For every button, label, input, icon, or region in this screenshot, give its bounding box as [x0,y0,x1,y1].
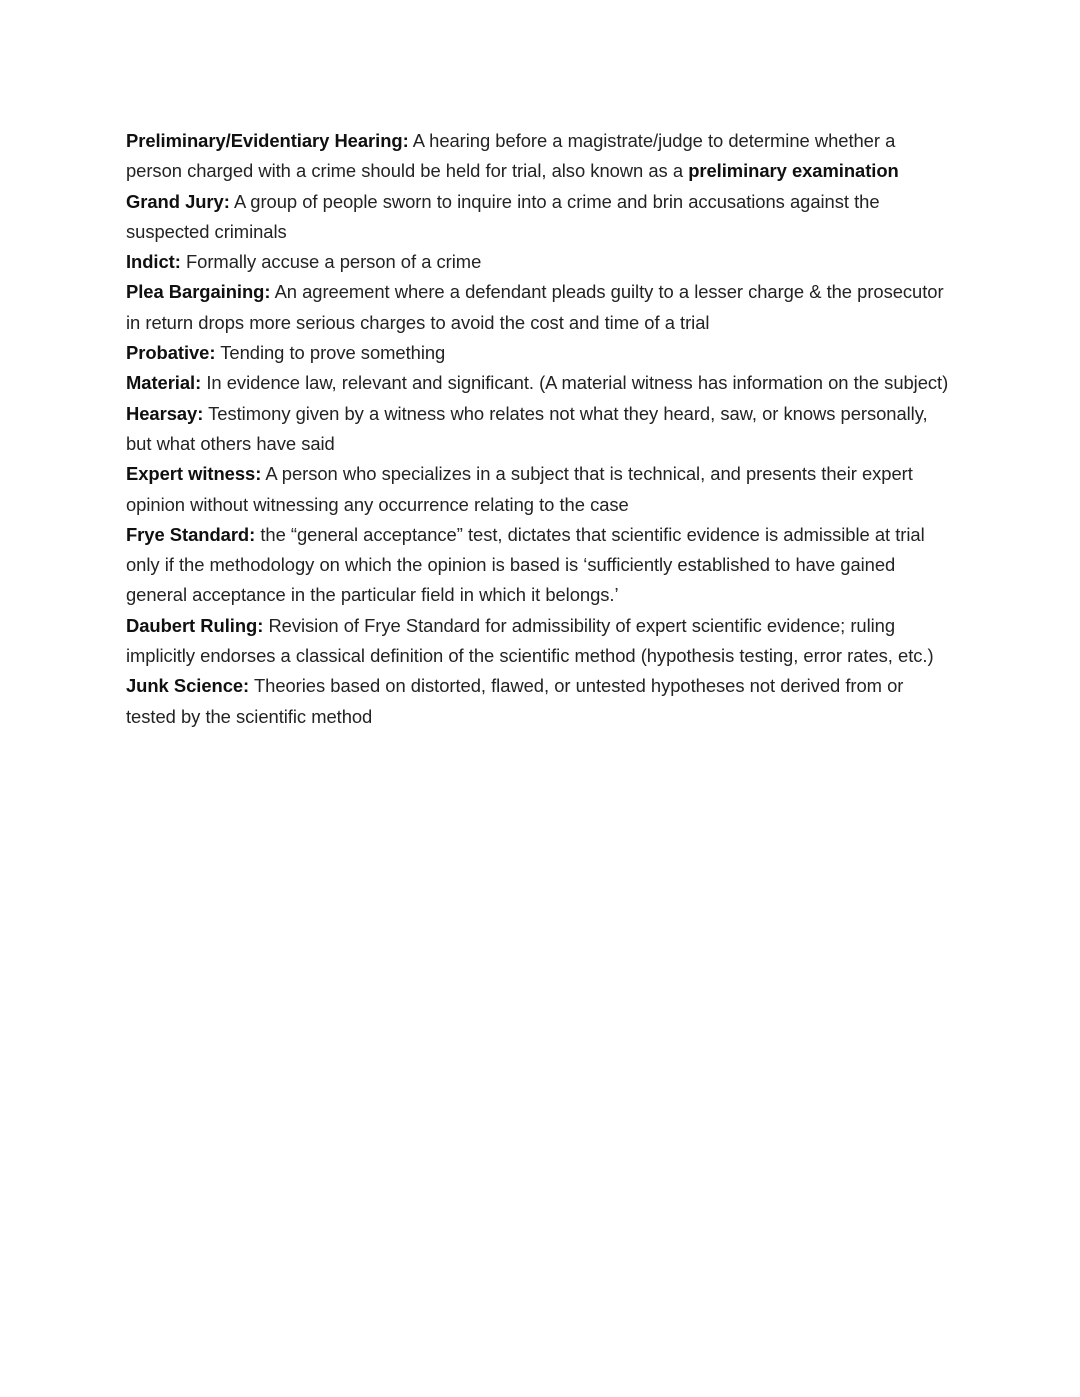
glossary-definition: In evidence law, relevant and significant. (A material witness has information on the subject) [201,372,949,394]
glossary-term: Frye Standard: [126,523,256,545]
glossary-term: Daubert Ruling: [126,614,264,636]
glossary-entry [126,671,950,732]
glossary-definition: An agreement where a defendant pleads guilty to a lesser charge & the prosecutor in return drops more serious charges to avoid the cost and time of a trial [126,281,944,333]
glossary-term: Grand Jury: [126,190,230,212]
glossary-entry [126,338,950,368]
glossary-term: Preliminary/Evidentiary Hearing: [126,130,409,151]
glossary-definition: Testimony given by a witness who relates not what they heard, saw, or knows personally, but what others have said [126,402,928,454]
glossary-entry [126,247,950,277]
glossary-definition: A group of people sworn to inquire into a crime and brin accusations against the suspected criminals [126,190,880,242]
glossary-definition-emphasis: preliminary examination [688,160,899,182]
glossary-entry [126,520,950,611]
glossary-term: Material: [126,372,202,394]
glossary-term: Junk Science: [126,675,250,697]
glossary-definition: Revision of Frye Standard for admissibility of expert scientific evidence; ruling implicitly endorses a classical definition of the scientific method (hypothesis testing, error rates, etc.) [126,614,934,667]
glossary-entry [126,126,950,187]
glossary-term: Probative: [126,342,216,364]
glossary-term: Expert witness: [126,463,262,485]
glossary-term: Plea Bargaining: [126,281,271,303]
glossary-definition: Formally accuse a person of a crime [180,251,482,273]
glossary-definition: A person who specializes in a subject that is technical, and presents their expert opinion without witnessing any occurrence relating to the case [126,463,913,515]
glossary-entry [126,459,950,520]
glossary-entry [126,611,950,672]
glossary-term: Indict: [126,251,181,273]
glossary-entry [126,277,950,338]
glossary-definition: Tending to prove something [215,342,446,364]
glossary-entry [126,399,950,460]
glossary-entry [126,368,950,398]
glossary-definition: Theories based on distorted, flawed, or untested hypotheses not derived from or tested by the scientific method [126,675,904,727]
glossary-definition: the “general acceptance” test, dictates that scientific evidence is admissible at trial only if the methodology on which the opinion is based is ‘sufficiently established to have gained general acceptance in the particular field in which it belongs.’ [126,523,925,606]
glossary-definition: A hearing before a magistrate/judge to determine whether a person charged with a crime should be held for trial, also known as a [126,130,896,182]
glossary-term: Hearsay: [126,402,204,424]
glossary-entry [126,187,950,248]
glossary-list [126,126,950,732]
